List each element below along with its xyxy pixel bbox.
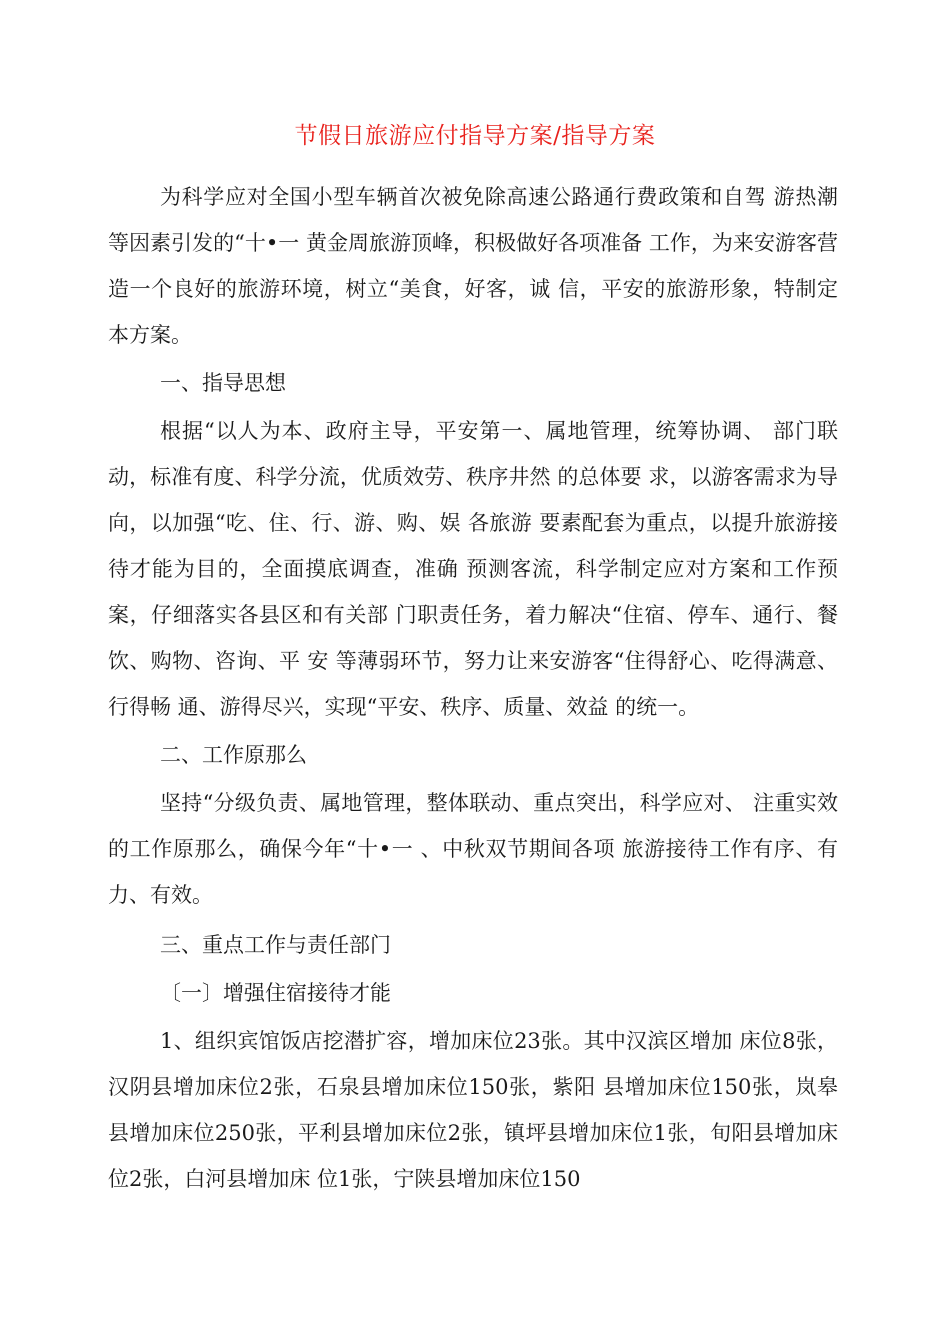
intro-paragraph: 为科学应对全国小型车辆首次被免除高速公路通行费政策和自驾 游热潮等因素引发的“十•一 黄金周旅游顶峰，积极做好各项准备 工作，为来安游客营造一个良好的旅游环境，树立“美食，好客，诚 信，平安的旅游形象，特制定本方案。 <box>108 185 838 347</box>
section-heading-key-tasks: 三、重点工作与责任部门 <box>160 933 391 957</box>
section-heading-work-principles: 二、工作原那么 <box>160 743 307 767</box>
guiding-ideology-paragraph: 根据“以人为本、政府主导，平安第一、属地管理，统筹协调、 部门联动，标准有度、科学分流，优质效劳、秩序井然 的总体要 求，以游客需求为导向，以加强“吃、住、行、游、购、娱 各旅游 要素配套为重点，以提升旅游接待才能为目的，全面摸底调查，准确 预测客流，科学制定应对方案和工作预案，仔细落实各县区和有关部 门职责任务，着力解决“住宿、停车、通行、餐饮、购物、咨询、平 安 等薄弱环节，努力让来安游客“住得舒心、吃得满意、行得畅 通、游得尽兴，实现“平安、秩序、质量、效益 的统一。 <box>108 419 838 719</box>
work-principles-paragraph: 坚持“分级负责、属地管理，整体联动、重点突出，科学应对、 注重实效 的工作原那么，确保今年“十•一 、中秋双节期间各项 旅游接待工作有序、有力、有效。 <box>108 791 838 907</box>
subsection-heading-accommodation: 〔一〕增强住宿接待才能 <box>160 981 391 1005</box>
document-body <box>108 174 838 1202</box>
document-title: 节假日旅游应付指导方案/指导方案 <box>294 123 656 149</box>
accommodation-item-paragraph: 1、组织宾馆饭店挖潜扩容，增加床位23张。其中汉滨区增加 床位8张，汉阴县增加床位2张，石泉县增加床位150张，紫阳 县增加床位150张，岚皋县增加床位250张，平利县增加床位2张，镇坪县增加床位1张，旬阳县增加床位2张，白河县增加床 位1张，宁陕县增加床位150 <box>108 1029 838 1191</box>
section-heading-guiding-ideology: 一、指导思想 <box>160 371 286 395</box>
